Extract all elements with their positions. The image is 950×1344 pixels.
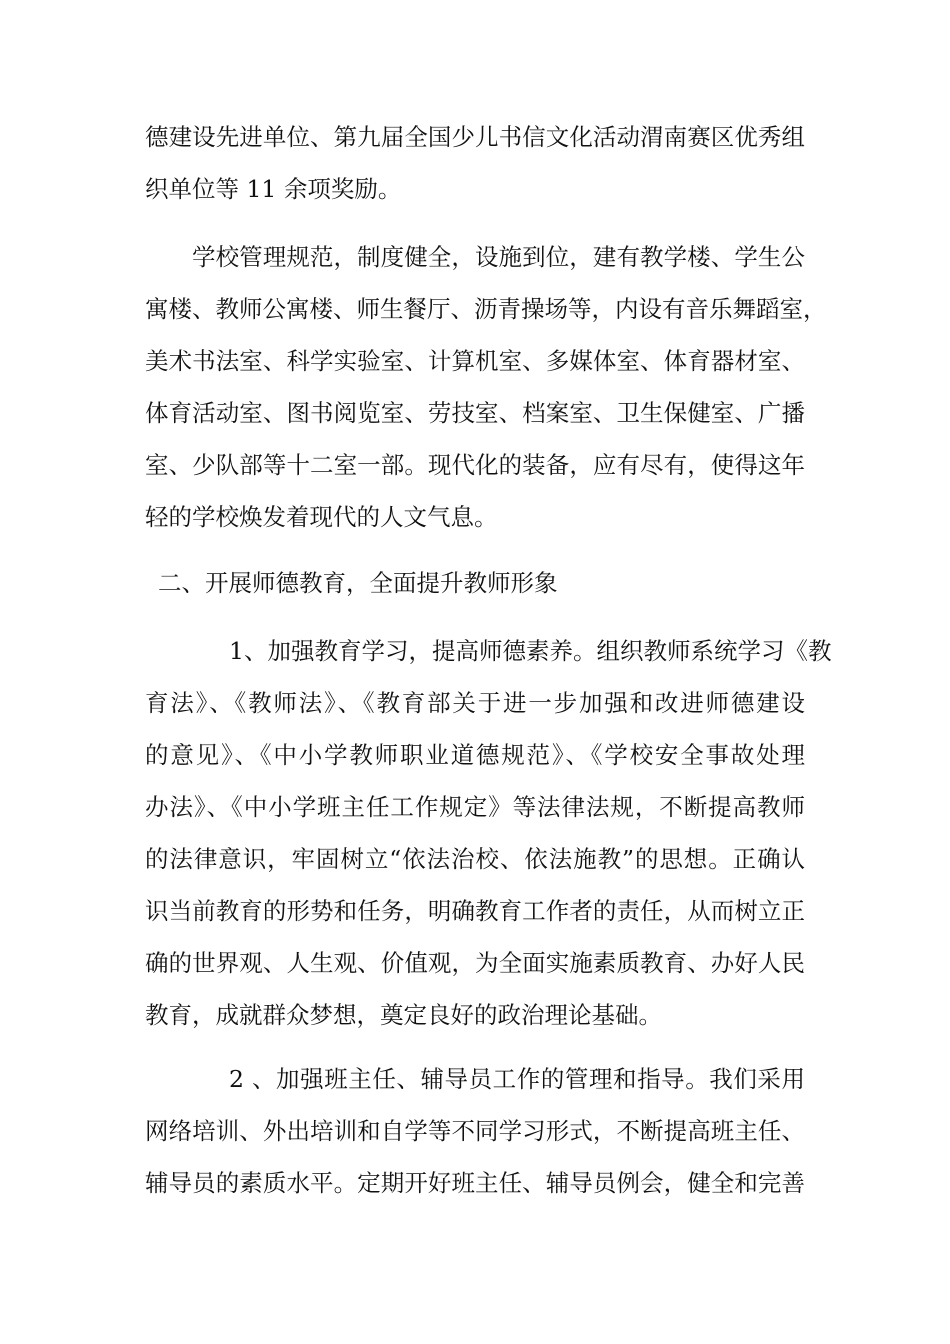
paragraph-3-line-5: 的法律意识，牢固树立“依法治校、依法施教”的思想。正确认 [145, 845, 805, 873]
paragraph-2-line-5: 室、少队部等十二室一部。现代化的装备，应有尽有，使得这年 [145, 451, 805, 479]
paragraph-1-line-1: 德建设先进单位、第九届全国少儿书信文化活动渭南赛区优秀组 [145, 123, 805, 151]
paragraph-1-line-2: 织单位等 11 余项奖励。 [145, 175, 402, 203]
section-heading: 二、开展师德教育，全面提升教师形象 [158, 569, 558, 597]
paragraph-2-line-1: 学校管理规范，制度健全，设施到位，建有教学楼、学生公 [192, 243, 805, 271]
paragraph-3-line-8: 教育，成就群众梦想，奠定良好的政治理论基础。 [145, 1001, 662, 1029]
paragraph-3-line-3: 的意见》、《中小学教师职业道德规范》、《学校安全事故处理 [145, 741, 805, 769]
paragraph-4-line-1: 2 、加强班主任、辅导员工作的管理和指导。我们采用 [229, 1065, 805, 1093]
paragraph-4-line-3: 辅导员的素质水平。定期开好班主任、辅导员例会，健全和完善 [145, 1169, 805, 1197]
paragraph-4-line-2: 网络培训、外出培训和自学等不同学习形式，不断提高班主任、 [145, 1117, 805, 1145]
paragraph-2-line-3: 美术书法室、科学实验室、计算机室、多媒体室、体育器材室、 [145, 347, 805, 375]
paragraph-3-line-1: 1、加强教育学习，提高师德素养。组织教师系统学习《教 [229, 637, 832, 665]
paragraph-2-line-4: 体育活动室、图书阅览室、劳技室、档案室、卫生保健室、广播 [145, 399, 805, 427]
paragraph-2-line-6: 轻的学校焕发着现代的人文气息。 [145, 503, 498, 531]
paragraph-3-line-7: 确的世界观、人生观、价值观，为全面实施素质教育、办好人民 [145, 949, 805, 977]
paragraph-3-line-6: 识当前教育的形势和任务，明确教育工作者的责任，从而树立正 [145, 897, 805, 925]
paragraph-3-line-2: 育法》、《教师法》、《教育部关于进一步加强和改进师德建设 [145, 689, 805, 717]
paragraph-2-line-2: 寓楼、教师公寓楼、师生餐厅、沥青操场等，内设有音乐舞蹈室， [145, 295, 827, 323]
paragraph-3-line-4: 办法》、《中小学班主任工作规定》等法律法规，不断提高教师 [145, 793, 805, 821]
